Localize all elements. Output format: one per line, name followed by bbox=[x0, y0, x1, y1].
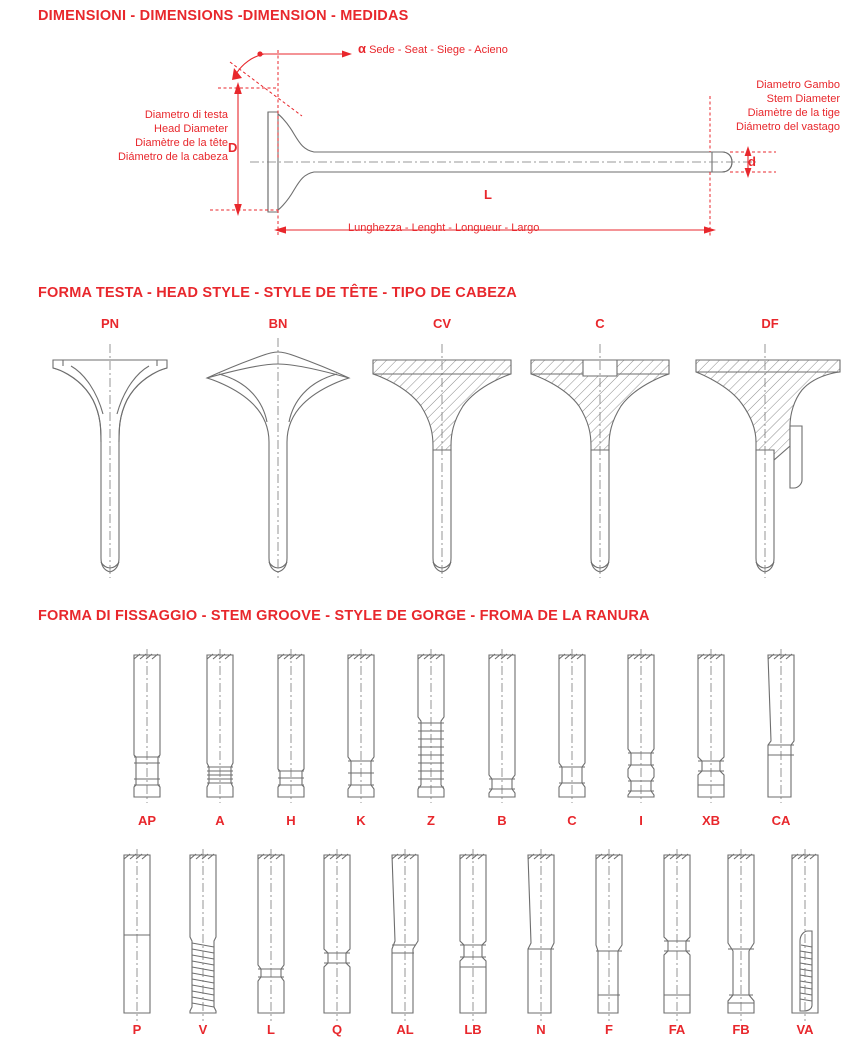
head-diameter-symbol: D bbox=[228, 140, 238, 155]
stem-diameter-label: Diametro Gambo Stem Diameter Diamètre de la tige Diámetro del vastago bbox=[736, 79, 840, 133]
head-style-figure-c bbox=[525, 330, 675, 580]
stem-groove-figure-fb bbox=[718, 845, 764, 1025]
head-style-figure-bn bbox=[203, 330, 353, 580]
stem-groove-code-fb: FB bbox=[732, 1022, 750, 1037]
head-style-code-cv: CV bbox=[432, 316, 452, 331]
stem-groove-code-a: A bbox=[215, 813, 225, 828]
stem-groove-code-k: K bbox=[356, 813, 366, 828]
stem-groove-figure-al bbox=[382, 845, 428, 1025]
stem-groove-figure-i bbox=[618, 645, 664, 805]
stem-groove-figure-c bbox=[549, 645, 595, 805]
section-title-head-style: FORMA TESTA - HEAD STYLE - STYLE DE TÊTE - TIPO DE CABEZA bbox=[38, 285, 517, 301]
section-title-dimensions: DIMENSIONI - DIMENSIONS -DIMENSION - MEDIDAS bbox=[38, 8, 409, 24]
stem-groove-figure-l bbox=[248, 845, 294, 1025]
stem-groove-figure-p bbox=[114, 845, 160, 1025]
stem-groove-code-h: H bbox=[286, 813, 296, 828]
head-style-code-c: C bbox=[595, 316, 605, 331]
stem-groove-figure-xb bbox=[688, 645, 734, 805]
head-style-figure-cv bbox=[367, 330, 517, 580]
stem-groove-code-lb: LB bbox=[464, 1022, 482, 1037]
seat-text: Sede - Seat - Siege - Acieno bbox=[369, 44, 508, 56]
stem-groove-code-f: F bbox=[605, 1022, 613, 1037]
stem-groove-code-v: V bbox=[198, 1022, 208, 1037]
stem-groove-figure-v bbox=[180, 845, 226, 1025]
stem-groove-code-b: B bbox=[497, 813, 507, 828]
head-style-figure-df bbox=[690, 330, 850, 580]
stem-groove-figure-va bbox=[782, 845, 828, 1025]
stem-groove-code-i: I bbox=[639, 813, 643, 828]
stem-groove-code-ap: AP bbox=[137, 813, 157, 828]
seat-label bbox=[358, 42, 508, 57]
stem-groove-code-l: L bbox=[267, 1022, 275, 1037]
section-title-stem-groove: FORMA DI FISSAGGIO - STEM GROOVE - STYLE DE GORGE - FROMA DE LA RANURA bbox=[38, 608, 650, 624]
stem-groove-code-c: C bbox=[567, 813, 577, 828]
stem-groove-code-va: VA bbox=[796, 1022, 814, 1037]
stem-groove-figure-q bbox=[314, 845, 360, 1025]
stem-diameter-symbol: d bbox=[748, 154, 756, 169]
length-label: Lunghezza - Lenght - Longueur - Largo bbox=[348, 222, 540, 234]
stem-groove-code-al: AL bbox=[396, 1022, 414, 1037]
stem-groove-code-xb: XB bbox=[701, 813, 721, 828]
head-style-code-bn: BN bbox=[268, 316, 288, 331]
stem-groove-code-n: N bbox=[536, 1022, 546, 1037]
stem-groove-figure-ca bbox=[758, 645, 804, 805]
stem-groove-code-fa: FA bbox=[668, 1022, 686, 1037]
seat-symbol: α bbox=[358, 41, 366, 56]
stem-groove-code-z: Z bbox=[427, 813, 435, 828]
stem-groove-figure-h bbox=[268, 645, 314, 805]
head-diameter-label: Diametro di testa Head Diameter Diamètre de la tête Diámetro de la cabeza bbox=[117, 109, 228, 163]
stem-groove-figure-f bbox=[586, 845, 632, 1025]
stem-groove-figure-b bbox=[479, 645, 525, 805]
head-style-code-pn: PN bbox=[100, 316, 120, 331]
stem-groove-figure-z bbox=[408, 645, 454, 805]
stem-groove-figure-fa bbox=[654, 845, 700, 1025]
stem-groove-code-q: Q bbox=[331, 1022, 343, 1037]
stem-groove-figure-n bbox=[518, 845, 564, 1025]
length-symbol: L bbox=[484, 187, 492, 202]
stem-groove-code-p: P bbox=[132, 1022, 142, 1037]
stem-groove-figure-k bbox=[338, 645, 384, 805]
head-style-figure-pn bbox=[45, 330, 175, 580]
stem-groove-figure-a bbox=[197, 645, 243, 805]
stem-groove-figure-lb bbox=[450, 845, 496, 1025]
head-style-code-df: DF bbox=[761, 316, 779, 331]
stem-groove-figure-ap bbox=[124, 645, 170, 805]
stem-groove-code-ca: CA bbox=[771, 813, 791, 828]
